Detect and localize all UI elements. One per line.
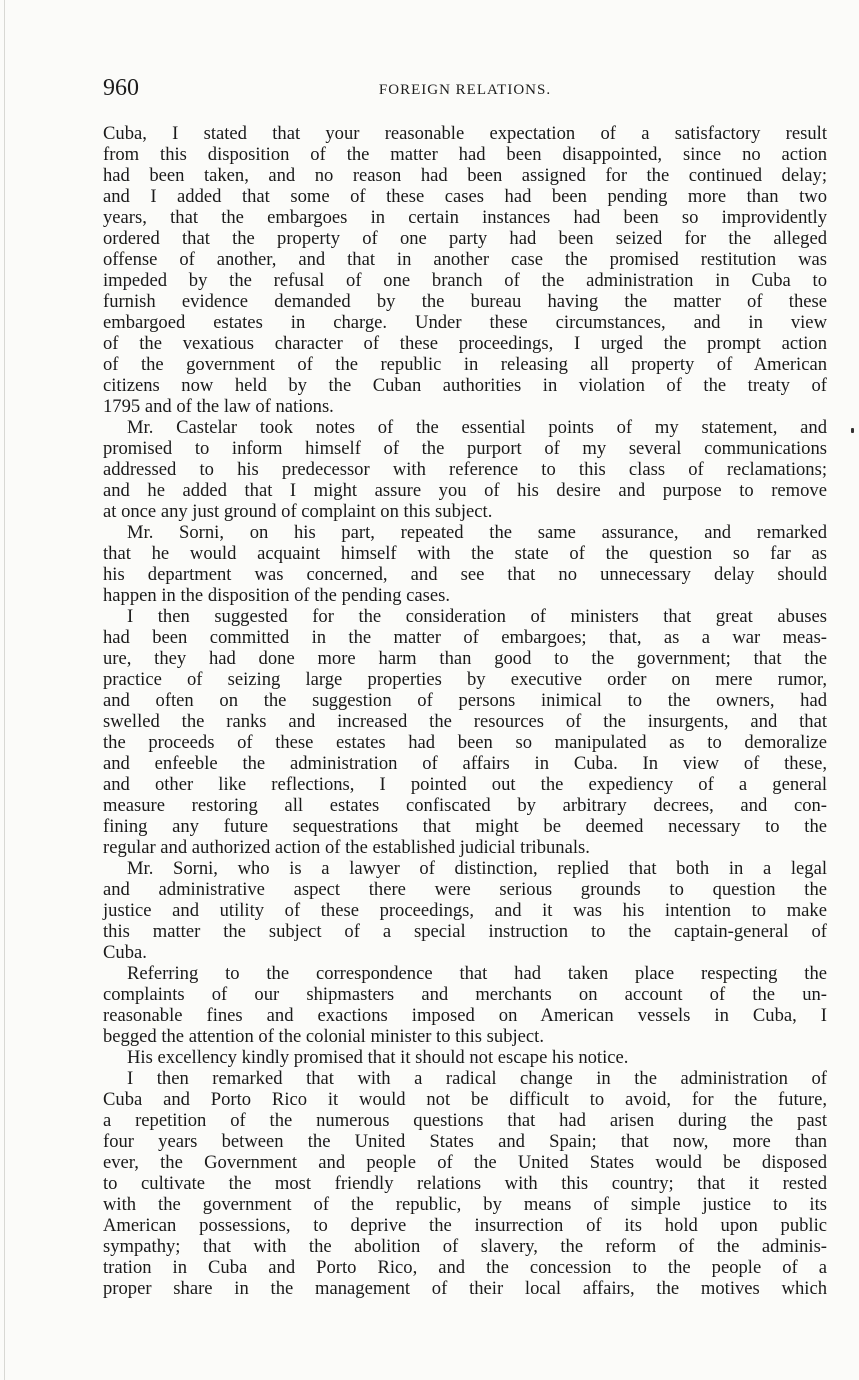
text-line: promised to inform himself of the purport of my several communications bbox=[103, 438, 827, 459]
text-line: offense of another, and that in another case the promised restitution was bbox=[103, 249, 827, 270]
text-line: from this disposition of the matter had been disappointed, since no action bbox=[103, 144, 827, 165]
text-line: that he would acquaint himself with the state of the question so far as bbox=[103, 543, 827, 564]
text-line: Referring to the correspondence that had taken place respecting the bbox=[127, 963, 827, 984]
text-line: addressed to his predecessor with reference to this class of reclamations; bbox=[103, 459, 827, 480]
text-line: this matter the subject of a special instruction to the captain-general of bbox=[103, 921, 827, 942]
text-line: Cuba. bbox=[103, 942, 147, 963]
text-line: proper share in the management of their local affairs, the motives which bbox=[103, 1278, 827, 1299]
running-head: FOREIGN RELATIONS. bbox=[378, 82, 552, 98]
text-line: of the vexatious character of these proceedings, I urged the prompt action bbox=[103, 333, 827, 354]
text-line: His excellency kindly promised that it should not escape his notice. bbox=[127, 1047, 629, 1068]
text-line: Cuba, I stated that your reasonable expectation of a satisfactory result bbox=[103, 123, 827, 144]
text-line: American possessions, to deprive the insurrection of its hold upon public bbox=[103, 1215, 827, 1236]
text-line: the proceeds of these estates had been so manipulated as to demoralize bbox=[103, 732, 827, 753]
text-line: regular and authorized action of the established judicial tribunals. bbox=[103, 837, 590, 858]
text-line: 1795 and of the law of nations. bbox=[103, 396, 334, 417]
text-line: at once any just ground of complaint on this subject. bbox=[103, 501, 493, 522]
text-line: embargoed estates in charge. Under these circumstances, and in view bbox=[103, 312, 827, 333]
text-line: and enfeeble the administration of affairs in Cuba. In view of these, bbox=[103, 753, 827, 774]
page-number: 960 bbox=[103, 75, 139, 101]
text-line: his department was concerned, and see that no unnecessary delay should bbox=[103, 564, 827, 585]
scan-edge-line bbox=[4, 0, 5, 1380]
text-line: Cuba and Porto Rico it would not be difficult to avoid, for the future, bbox=[103, 1089, 827, 1110]
text-line: begged the attention of the colonial minister to this subject. bbox=[103, 1026, 544, 1047]
text-line: fining any future sequestrations that might be deemed necessary to the bbox=[103, 816, 827, 837]
text-line: and I added that some of these cases had been pending more than two bbox=[103, 186, 827, 207]
text-line: reasonable fines and exactions imposed on American vessels in Cuba, I bbox=[103, 1005, 827, 1026]
text-line: tration in Cuba and Porto Rico, and the concession to the people of a bbox=[103, 1257, 827, 1278]
text-line: ure, they had done more harm than good to the government; that the bbox=[103, 648, 827, 669]
text-line: furnish evidence demanded by the bureau having the matter of these bbox=[103, 291, 827, 312]
text-line: practice of seizing large properties by executive order on mere rumor, bbox=[103, 669, 827, 690]
text-line: justice and utility of these proceedings, and it was his intention to make bbox=[103, 900, 827, 921]
margin-speck bbox=[851, 428, 854, 433]
text-line: happen in the disposition of the pending cases. bbox=[103, 585, 451, 606]
text-line: of the government of the republic in releasing all property of American bbox=[103, 354, 827, 375]
text-line: and often on the suggestion of persons inimical to the owners, had bbox=[103, 690, 827, 711]
text-line: and he added that I might assure you of his desire and purpose to remove bbox=[103, 480, 827, 501]
text-line: and administrative aspect there were serious grounds to question the bbox=[103, 879, 827, 900]
text-line: to cultivate the most friendly relations with this country; that it rested bbox=[103, 1173, 827, 1194]
text-line: years, that the embargoes in certain instances had been so improvidently bbox=[103, 207, 827, 228]
body-text bbox=[103, 123, 827, 1299]
text-line: and other like reflections, I pointed out the expediency of a general bbox=[103, 774, 827, 795]
text-line: I then remarked that with a radical change in the administration of bbox=[127, 1068, 827, 1089]
text-line: Mr. Sorni, on his part, repeated the same assurance, and remarked bbox=[127, 522, 827, 543]
text-line: I then suggested for the consideration of ministers that great abuses bbox=[127, 606, 827, 627]
page-header bbox=[103, 74, 827, 104]
text-line: Mr. Sorni, who is a lawyer of distinction, replied that both in a legal bbox=[127, 858, 827, 879]
text-line: sympathy; that with the abolition of slavery, the reform of the adminis- bbox=[103, 1236, 827, 1257]
text-line: swelled the ranks and increased the resources of the insurgents, and that bbox=[103, 711, 827, 732]
text-line: four years between the United States and Spain; that now, more than bbox=[103, 1131, 827, 1152]
text-line: ordered that the property of one party had been seized for the alleged bbox=[103, 228, 827, 249]
text-line: ever, the Government and people of the United States would be disposed bbox=[103, 1152, 827, 1173]
text-line: measure restoring all estates confiscated by arbitrary decrees, and con- bbox=[103, 795, 827, 816]
text-line: Mr. Castelar took notes of the essential points of my statement, and bbox=[127, 417, 827, 438]
text-line: impeded by the refusal of one branch of the administration in Cuba to bbox=[103, 270, 827, 291]
text-line: with the government of the republic, by means of simple justice to its bbox=[103, 1194, 827, 1215]
text-line: had been taken, and no reason had been assigned for the continued delay; bbox=[103, 165, 827, 186]
text-line: had been committed in the matter of embargoes; that, as a war meas- bbox=[103, 627, 827, 648]
text-line: a repetition of the numerous questions that had arisen during the past bbox=[103, 1110, 827, 1131]
text-line: citizens now held by the Cuban authorities in violation of the treaty of bbox=[103, 375, 827, 396]
text-line: complaints of our shipmasters and merchants on account of the un- bbox=[103, 984, 827, 1005]
